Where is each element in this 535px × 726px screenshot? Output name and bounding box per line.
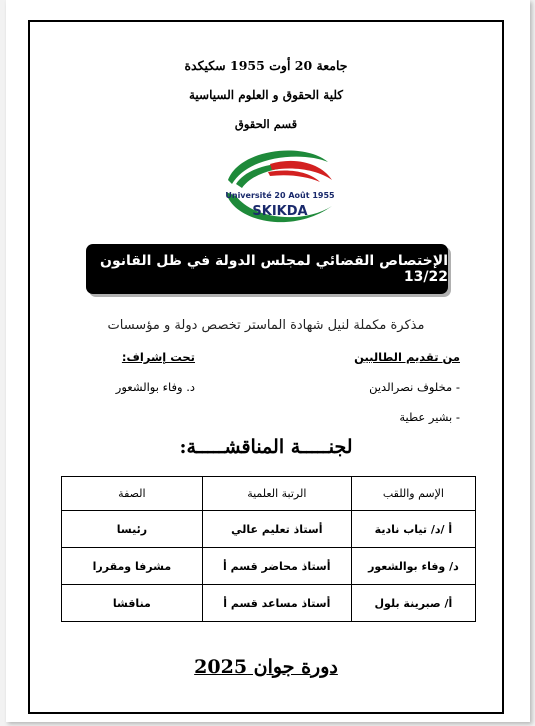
document-page: [6, 0, 530, 722]
thesis-title-box: [86, 244, 448, 294]
table-header-row: [62, 477, 476, 511]
student-name-1: - مخلوف نصرالدين: [369, 380, 460, 394]
jury-table: [61, 476, 476, 622]
jury-name: أ/ صبرينة بلول: [351, 585, 475, 622]
logo-arc-text: Université 20 Août 1955: [225, 191, 335, 200]
memo-description: مذكرة مكملة لنيل شهادة الماستر تخصص دولة و مؤسسات: [107, 318, 425, 333]
logo-name: SKIKDA: [252, 204, 308, 219]
jury-name: د/ وفاء بوالشعور: [351, 548, 475, 585]
jury-role: مناقشا: [62, 585, 203, 622]
page-border-frame: [28, 20, 504, 714]
table-row: [62, 548, 476, 585]
jury-rank: أستاذ محاضر قسم أ: [202, 548, 351, 585]
header-rank: الرتبة العلمية: [202, 477, 351, 511]
thesis-title: الإختصاص القضائي لمجلس الدولة في ظل القانون 13/22: [100, 253, 448, 285]
table-row: [62, 585, 476, 622]
student-name-2: - بشير عطية: [399, 410, 460, 424]
jury-role: مشرفا ومقررا: [62, 548, 203, 585]
department-name: قسم الحقوق: [234, 117, 298, 131]
jury-rank: أستاذ تعليم عالي: [202, 511, 351, 548]
session-date: دورة جوان 2025: [194, 656, 338, 678]
header-role: الصفة: [62, 477, 203, 511]
header-name: الإسم واللقب: [351, 477, 475, 511]
supervisor-label: تحت إشراف:: [121, 350, 195, 364]
table-row: [62, 511, 476, 548]
faculty-name: كلية الحقوق و العلوم السياسية: [188, 88, 344, 102]
supervisor-name: د. وفاء بوالشعور: [115, 380, 195, 394]
students-label: من تقديم الطالبين: [354, 350, 460, 364]
university-logo: [210, 140, 350, 232]
jury-name: أ /د/ تياب نادية: [351, 511, 475, 548]
committee-title: لجنـــــة المناقشـــــة:: [179, 436, 353, 458]
university-name: جامعة 20 أوت 1955 سكيكدة: [184, 58, 348, 73]
jury-rank: أستاذ مساعد قسم أ: [202, 585, 351, 622]
jury-role: رئيسا: [62, 511, 203, 548]
